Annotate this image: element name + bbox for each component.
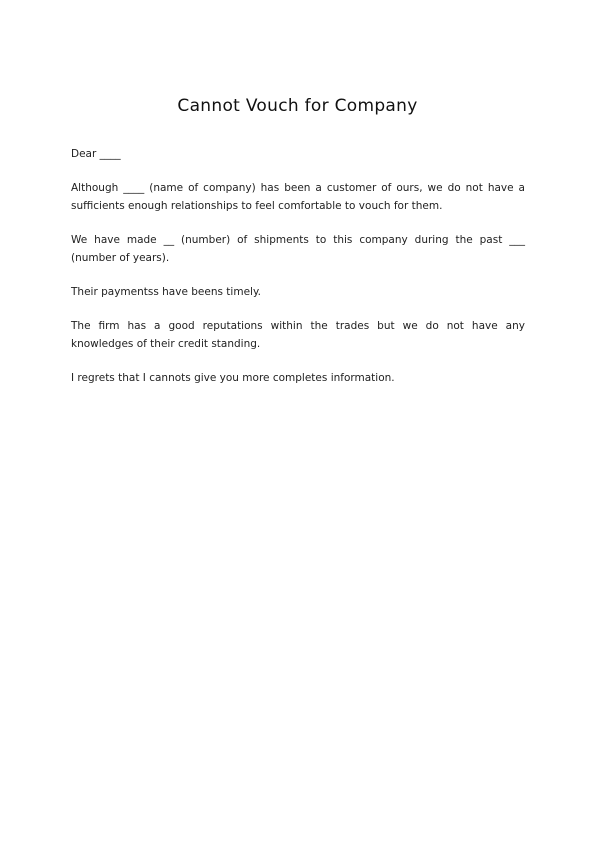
- document-title: Cannot Vouch for Company: [177, 96, 418, 116]
- salutation: Dear ____: [71, 148, 121, 160]
- paragraph-payments: Their paymentss have beens timely.: [71, 286, 261, 298]
- paragraph-reputation: The firm has a good reputations within the trades but we do not have any knowledges of their credit standing.: [71, 320, 525, 350]
- paragraph-shipments: We have made __ (number) of shipments to this company during the past ___ (number of years).: [71, 234, 525, 264]
- paragraph-relationship: Although ____ (name of company) has been a customer of ours, we do not have a sufficients enough relationships to feel comfortable to vouch for them.: [71, 182, 525, 212]
- paragraph-closing: I regrets that I cannots give you more completes information.: [71, 372, 395, 384]
- letter-body: [71, 145, 525, 403]
